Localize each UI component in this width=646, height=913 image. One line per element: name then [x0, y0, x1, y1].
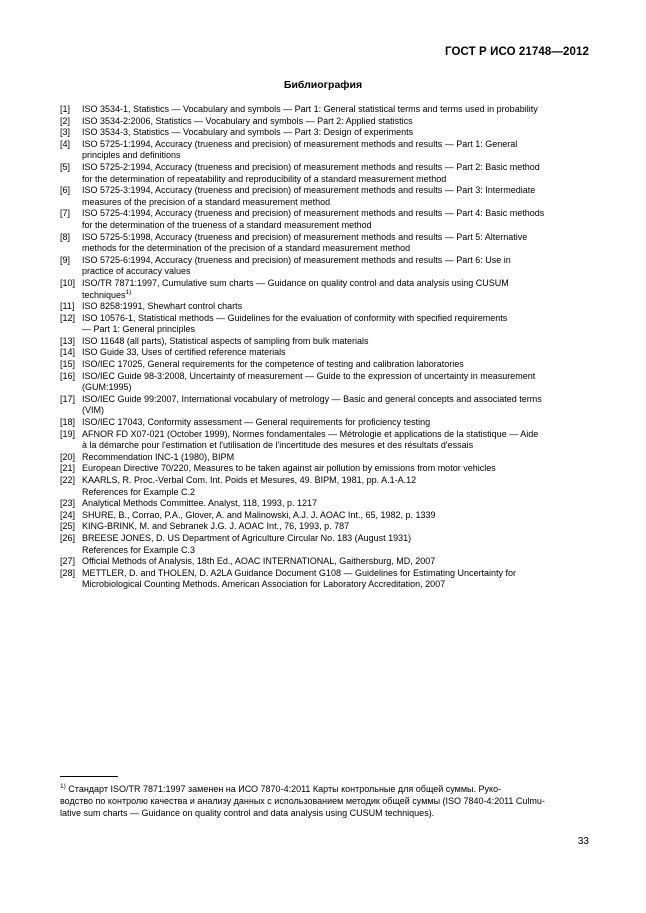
reference-line — [82, 371, 589, 383]
reference-line — [82, 463, 589, 475]
reference-item — [60, 313, 589, 336]
reference-line — [82, 243, 589, 255]
reference-line-text: ISO 5725-2:1994, Accuracy (trueness and precision) of measurement methods and results — Part 2: Basic method — [82, 161, 540, 172]
reference-number: [5] — [60, 161, 71, 172]
reference-line-text: ISO 5725-3:1994, Accuracy (trueness and precision) of measurement methods and results — Part 3: Intermediate — [82, 185, 536, 196]
reference-line — [82, 104, 589, 116]
reference-text — [82, 394, 589, 417]
reference-line-text: ISO/IEC Guide 98-3:2008, Uncertainty of measurement — Guide to the expression of uncertainty in measurement — [82, 370, 536, 381]
reference-line — [82, 324, 589, 336]
reference-text — [82, 301, 589, 313]
reference-text — [82, 429, 589, 452]
reference-line-text: References for Example C.2 — [82, 486, 196, 497]
reference-line — [82, 197, 589, 209]
reference-line — [82, 556, 589, 568]
reference-text — [82, 417, 589, 429]
reference-number: [17] — [60, 393, 76, 404]
reference-text — [82, 139, 589, 162]
reference-number: [22] — [60, 475, 76, 485]
reference-line — [82, 405, 589, 417]
reference-line-text: Recommendation INC-1 (1980), BIPM — [82, 451, 235, 462]
reference-line — [82, 487, 589, 499]
reference-text — [82, 255, 589, 278]
reference-line — [82, 127, 589, 139]
reference-line — [82, 545, 589, 557]
reference-line — [82, 220, 589, 232]
footnote-reference-marker: 1) — [125, 288, 132, 296]
reference-number: [3] — [60, 127, 71, 138]
reference-line-text: ISO 3534-1, Statistics — Vocabulary and symbols — Part 1: General statistical terms and terms used in probability — [82, 104, 538, 114]
reference-number: [15] — [60, 359, 76, 370]
reference-line — [82, 394, 589, 406]
reference-text — [82, 127, 589, 139]
reference-text — [82, 521, 589, 533]
reference-item — [60, 417, 589, 429]
reference-number: [25] — [60, 521, 76, 532]
reference-item — [60, 394, 589, 417]
reference-item — [60, 162, 589, 185]
reference-item — [60, 127, 589, 139]
reference-text — [82, 371, 589, 394]
reference-line — [82, 579, 589, 591]
footnote-line-1 — [60, 783, 589, 795]
reference-line — [82, 359, 589, 371]
reference-text — [82, 278, 589, 301]
reference-line-text: ISO 5725-4:1994, Accuracy (trueness and precision) of measurement methods and results — Part 4: Basic methods — [82, 208, 545, 219]
reference-item — [60, 556, 589, 568]
reference-line-text: — Part 1: General principles — [82, 324, 196, 335]
reference-item — [60, 116, 589, 128]
reference-line — [82, 116, 589, 128]
reference-number: [12] — [60, 312, 76, 323]
reference-line-text: ISO Guide 33, Uses of certified reference materials — [82, 347, 286, 358]
reference-line-text: ISO/IEC Guide 99:2007, International vocabulary of metrology — Basic and general concepts and associated terms — [82, 393, 542, 404]
reference-line — [82, 162, 589, 174]
reference-line-text: for the determination of the trueness of a standard measurement method — [82, 219, 372, 230]
reference-number: [9] — [60, 254, 71, 265]
reference-number: [16] — [60, 370, 76, 381]
reference-number: [11] — [60, 301, 75, 312]
reference-item — [60, 255, 589, 278]
reference-item — [60, 336, 589, 348]
reference-text — [82, 463, 589, 475]
reference-line — [82, 429, 589, 441]
reference-item — [60, 371, 589, 394]
reference-item — [60, 429, 589, 452]
reference-text — [82, 162, 589, 185]
reference-item — [60, 359, 589, 371]
reference-item — [60, 498, 589, 510]
reference-text — [82, 347, 589, 359]
reference-line-text: ISO 10576-1, Statistical methods — Guidelines for the evaluation of conformity with specified requirements — [82, 312, 508, 323]
reference-number: [7] — [60, 208, 71, 219]
reference-number: [8] — [60, 231, 71, 242]
reference-item — [60, 104, 589, 116]
reference-item — [60, 278, 589, 301]
reference-line — [82, 336, 589, 348]
footnote-line-2: водство по контролю качества и анализу данных с использованием методик общей суммы (ISO 7840-4:2011 Culmu- — [60, 796, 545, 806]
reference-line-text: techniques — [82, 289, 126, 300]
reference-line — [82, 347, 589, 359]
reference-line — [82, 266, 589, 278]
reference-line-text: KAARLS, R. Proc.-Verbal Com. Int. Poids et Mesures, 49. BIPM, 1981, pp. A.1-A.12 — [82, 475, 417, 485]
reference-item — [60, 533, 589, 556]
reference-line-text: European Directive 70/220, Measures to be taken against air pollution by emissions from motor vehicles — [82, 463, 496, 474]
reference-item — [60, 139, 589, 162]
reference-line-text: Official Methods of Analysis, 18th Ed., AOAC INTERNATIONAL, Gaithersburg, MD, 2007 — [82, 556, 436, 567]
reference-line-text: ISO 3534-2:2006, Statistics — Vocabulary and symbols — Part 2: Applied statistics — [82, 115, 413, 126]
reference-text — [82, 313, 589, 336]
reference-line-text: (VIM) — [82, 405, 104, 416]
footnote-text: Стандарт ISO/TR 7871:1997 заменен на ИСО 7870-4:2011 Карты контрольные для общей суммы. Руко- — [68, 784, 502, 794]
reference-line — [82, 440, 589, 452]
reference-line — [82, 498, 589, 510]
reference-number: [27] — [60, 556, 76, 567]
reference-line-text: AFNOR FD X07-021 (October 1999), Normes fondamentales — Métrologie et applications de la statistique — Aide — [82, 428, 539, 439]
reference-number: [26] — [60, 532, 76, 543]
reference-line — [82, 290, 589, 302]
reference-line-text: ISO 5725-6:1994, Accuracy (trueness and precision) of measurement methods and results — Part 6: Use in — [82, 254, 511, 265]
reference-line-text: à la démarche pour l'estimation et l'utilisation de l'incertitude des mesures et des résultats d'essais — [82, 440, 474, 451]
reference-number: [24] — [60, 509, 76, 520]
reference-text — [82, 359, 589, 371]
reference-line — [82, 255, 589, 267]
reference-line — [82, 533, 589, 545]
reference-line — [82, 382, 589, 394]
reference-line — [82, 208, 589, 220]
reference-text — [82, 475, 589, 498]
reference-line-text: BREESE JONES, D. US Department of Agriculture Circular No. 183 (August 1931) — [82, 532, 412, 543]
reference-line — [82, 150, 589, 162]
reference-line-text: principles and definitions — [82, 150, 181, 161]
reference-item — [60, 568, 589, 591]
reference-number: [4] — [60, 138, 71, 149]
bibliography-title: Библиография — [283, 79, 363, 91]
reference-number: [1] — [60, 104, 71, 114]
reference-item — [60, 301, 589, 313]
reference-item — [60, 510, 589, 522]
reference-line — [82, 232, 589, 244]
reference-text — [82, 232, 589, 255]
reference-number: [13] — [60, 335, 76, 346]
reference-line — [82, 568, 589, 580]
reference-item — [60, 463, 589, 475]
footnote-marker: 1) — [60, 783, 66, 790]
reference-line-text: ISO 3534-3, Statistics — Vocabulary and symbols — Part 3: Design of experiments — [82, 127, 414, 138]
reference-number: [2] — [60, 115, 71, 126]
reference-line — [82, 452, 589, 464]
reference-number: [21] — [60, 463, 76, 474]
reference-text — [82, 336, 589, 348]
reference-line — [82, 278, 589, 290]
reference-line-text: ISO 5725-1:1994, Accuracy (trueness and precision) of measurement methods and results — Part 1: General — [82, 138, 518, 149]
reference-number: [14] — [60, 347, 76, 358]
reference-text — [82, 116, 589, 128]
reference-line — [82, 174, 589, 186]
reference-line — [82, 185, 589, 197]
reference-item — [60, 208, 589, 231]
reference-item — [60, 452, 589, 464]
reference-line — [82, 521, 589, 533]
reference-text — [82, 452, 589, 464]
reference-number: [19] — [60, 428, 76, 439]
reference-line-text: measures of the precision of a standard measurement method — [82, 196, 331, 207]
reference-line-text: Analytical Methods Committee. Analyst, 118, 1993, p. 1217 — [82, 498, 317, 509]
reference-line-text: KING-BRINK, M. and Sebranek J.G. J. AOAC Int., 76, 1993, p. 787 — [82, 521, 350, 532]
reference-line-text: ISO/IEC 17025, General requirements for the competence of testing and calibration laboratories — [82, 359, 464, 370]
reference-item — [60, 232, 589, 255]
reference-number: [20] — [60, 451, 76, 462]
reference-line-text: SHURE, B., Corrao, P.A., Glover, A. and Malinowski, A.J. J. AOAC Int., 65, 1982, p. 1339 — [82, 509, 436, 520]
standard-header: ГОСТ Р ИСО 21748—2012 — [444, 46, 589, 58]
reference-text — [82, 498, 589, 510]
reference-number: [6] — [60, 185, 71, 196]
reference-line-text: practice of accuracy values — [82, 266, 191, 277]
reference-number: [10] — [60, 277, 76, 288]
reference-number: [23] — [60, 498, 76, 509]
reference-text — [82, 510, 589, 522]
reference-item — [60, 475, 589, 498]
reference-line-text: ISO/IEC 17043, Conformity assessment — General requirements for proficiency testing — [82, 417, 431, 428]
reference-line — [82, 510, 589, 522]
reference-line-text: (GUM:1995) — [82, 382, 132, 393]
reference-line-text: References for Example C.3 — [82, 544, 196, 555]
reference-line-text: methods for the determination of the precision of a standard measurement method — [82, 243, 411, 254]
reference-line — [82, 417, 589, 429]
reference-text — [82, 533, 589, 556]
reference-line — [82, 313, 589, 325]
reference-line — [82, 139, 589, 151]
reference-text — [82, 185, 589, 208]
reference-line-text: ISO 5725-5:1998, Accuracy (trueness and precision) of measurement methods and results — Part 5: Alternative — [82, 231, 528, 242]
reference-line-text: for the determination of repeatability and reproducibility of a standard measurement method — [82, 173, 447, 184]
reference-line-text: Microbiological Counting Methods. American Association for Laboratory Accreditation, 2007 — [82, 579, 446, 590]
reference-number: [28] — [60, 567, 76, 578]
reference-item — [60, 185, 589, 208]
reference-text — [82, 568, 589, 591]
page-number: 33 — [577, 836, 589, 847]
reference-text — [82, 556, 589, 568]
reference-list — [60, 104, 589, 591]
footnote — [60, 783, 589, 819]
reference-line-text: ISO/TR 7871:1997, Cumulative sum charts — Guidance on quality control and data analysis using CUSUM — [82, 277, 509, 288]
reference-text — [82, 104, 589, 116]
reference-number: [18] — [60, 417, 76, 428]
reference-line — [82, 475, 589, 487]
footnote-divider — [60, 776, 118, 777]
reference-text — [82, 208, 589, 231]
reference-line-text: ISO 8258:1991, Shewhart control charts — [82, 301, 243, 312]
reference-item — [60, 347, 589, 359]
reference-item — [60, 521, 589, 533]
reference-line-text: METTLER, D. and THOLEN, D. A2LA Guidance Document G108 — Guidelines for Estimating Uncertainty for — [82, 567, 517, 578]
footnote-line-3: lative sum charts — Guidance on quality control and data analysis using CUSUM techniques). — [60, 808, 435, 818]
reference-line-text: ISO 11648 (all parts), Statistical aspects of sampling from bulk materials — [82, 335, 369, 346]
reference-line — [82, 301, 589, 313]
